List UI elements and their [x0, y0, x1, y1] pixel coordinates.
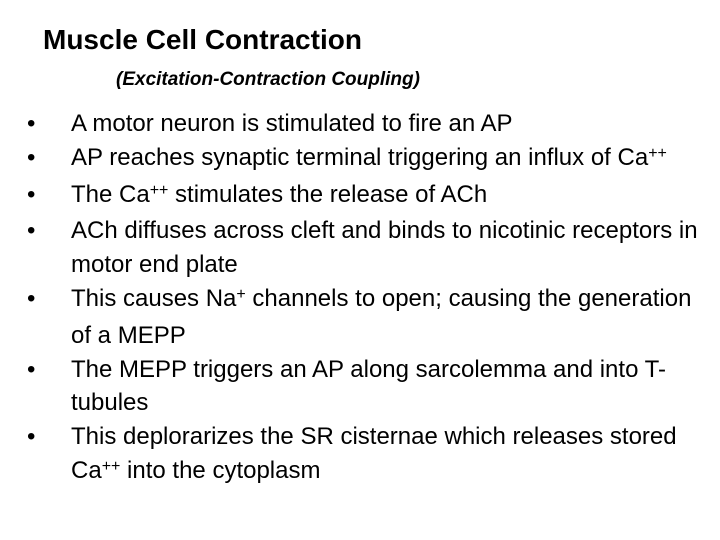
bullet-dot: • [27, 284, 36, 312]
bullet-item [27, 178, 707, 215]
slide-subtitle: (Excitation-Contraction Coupling) [116, 69, 420, 90]
bullet-text-segment: ACh diffuses across cleft and binds to nicotinic receptors in motor end plate [71, 217, 698, 279]
superscript-charge: + [236, 285, 246, 303]
bullet-text-segment: stimulates the release of ACh [168, 180, 488, 208]
bullet-list [27, 107, 707, 491]
slide-title: Muscle Cell Contraction [43, 24, 362, 55]
bullet-text-segment: into the cytoplasm [120, 456, 321, 484]
bullet-item [27, 214, 707, 282]
bullet-item [27, 107, 707, 141]
bullet-text [71, 285, 691, 349]
bullet-dot: • [27, 355, 36, 383]
superscript-charge: ++ [101, 457, 121, 475]
bullet-text [71, 144, 667, 171]
bullet-text [71, 181, 487, 208]
bullet-item [27, 420, 707, 491]
bullet-text [71, 423, 677, 484]
bullet-dot: • [27, 143, 36, 171]
bullet-text-segment: channels to open; causing the generation of a MEPP [71, 284, 692, 349]
bullet-text [71, 110, 513, 137]
bullet-text-segment: The MEPP triggers an AP along sarcolemma and into T-tubules [71, 355, 666, 417]
bullet-text [71, 217, 698, 278]
bullet-item [27, 353, 707, 421]
bullet-dot: • [27, 423, 36, 451]
superscript-charge: ++ [648, 144, 667, 162]
bullet-dot: • [27, 180, 36, 208]
bullet-text-segment: AP reaches synaptic terminal triggering an influx of Ca [71, 143, 649, 171]
bullet-text-segment: A motor neuron is stimulated to fire an AP [71, 110, 513, 137]
superscript-charge: ++ [149, 181, 169, 199]
bullet-item [27, 282, 707, 353]
bullet-dot: • [27, 110, 36, 137]
bullet-text-segment: This deplorarizes the SR cisternae which releases stored Ca [71, 423, 677, 484]
bullet-text-segment: This causes Na [71, 284, 237, 312]
bullet-dot: • [27, 217, 36, 245]
bullet-text-segment: The Ca [71, 180, 150, 208]
bullet-item [27, 141, 707, 178]
bullet-text [71, 356, 666, 417]
